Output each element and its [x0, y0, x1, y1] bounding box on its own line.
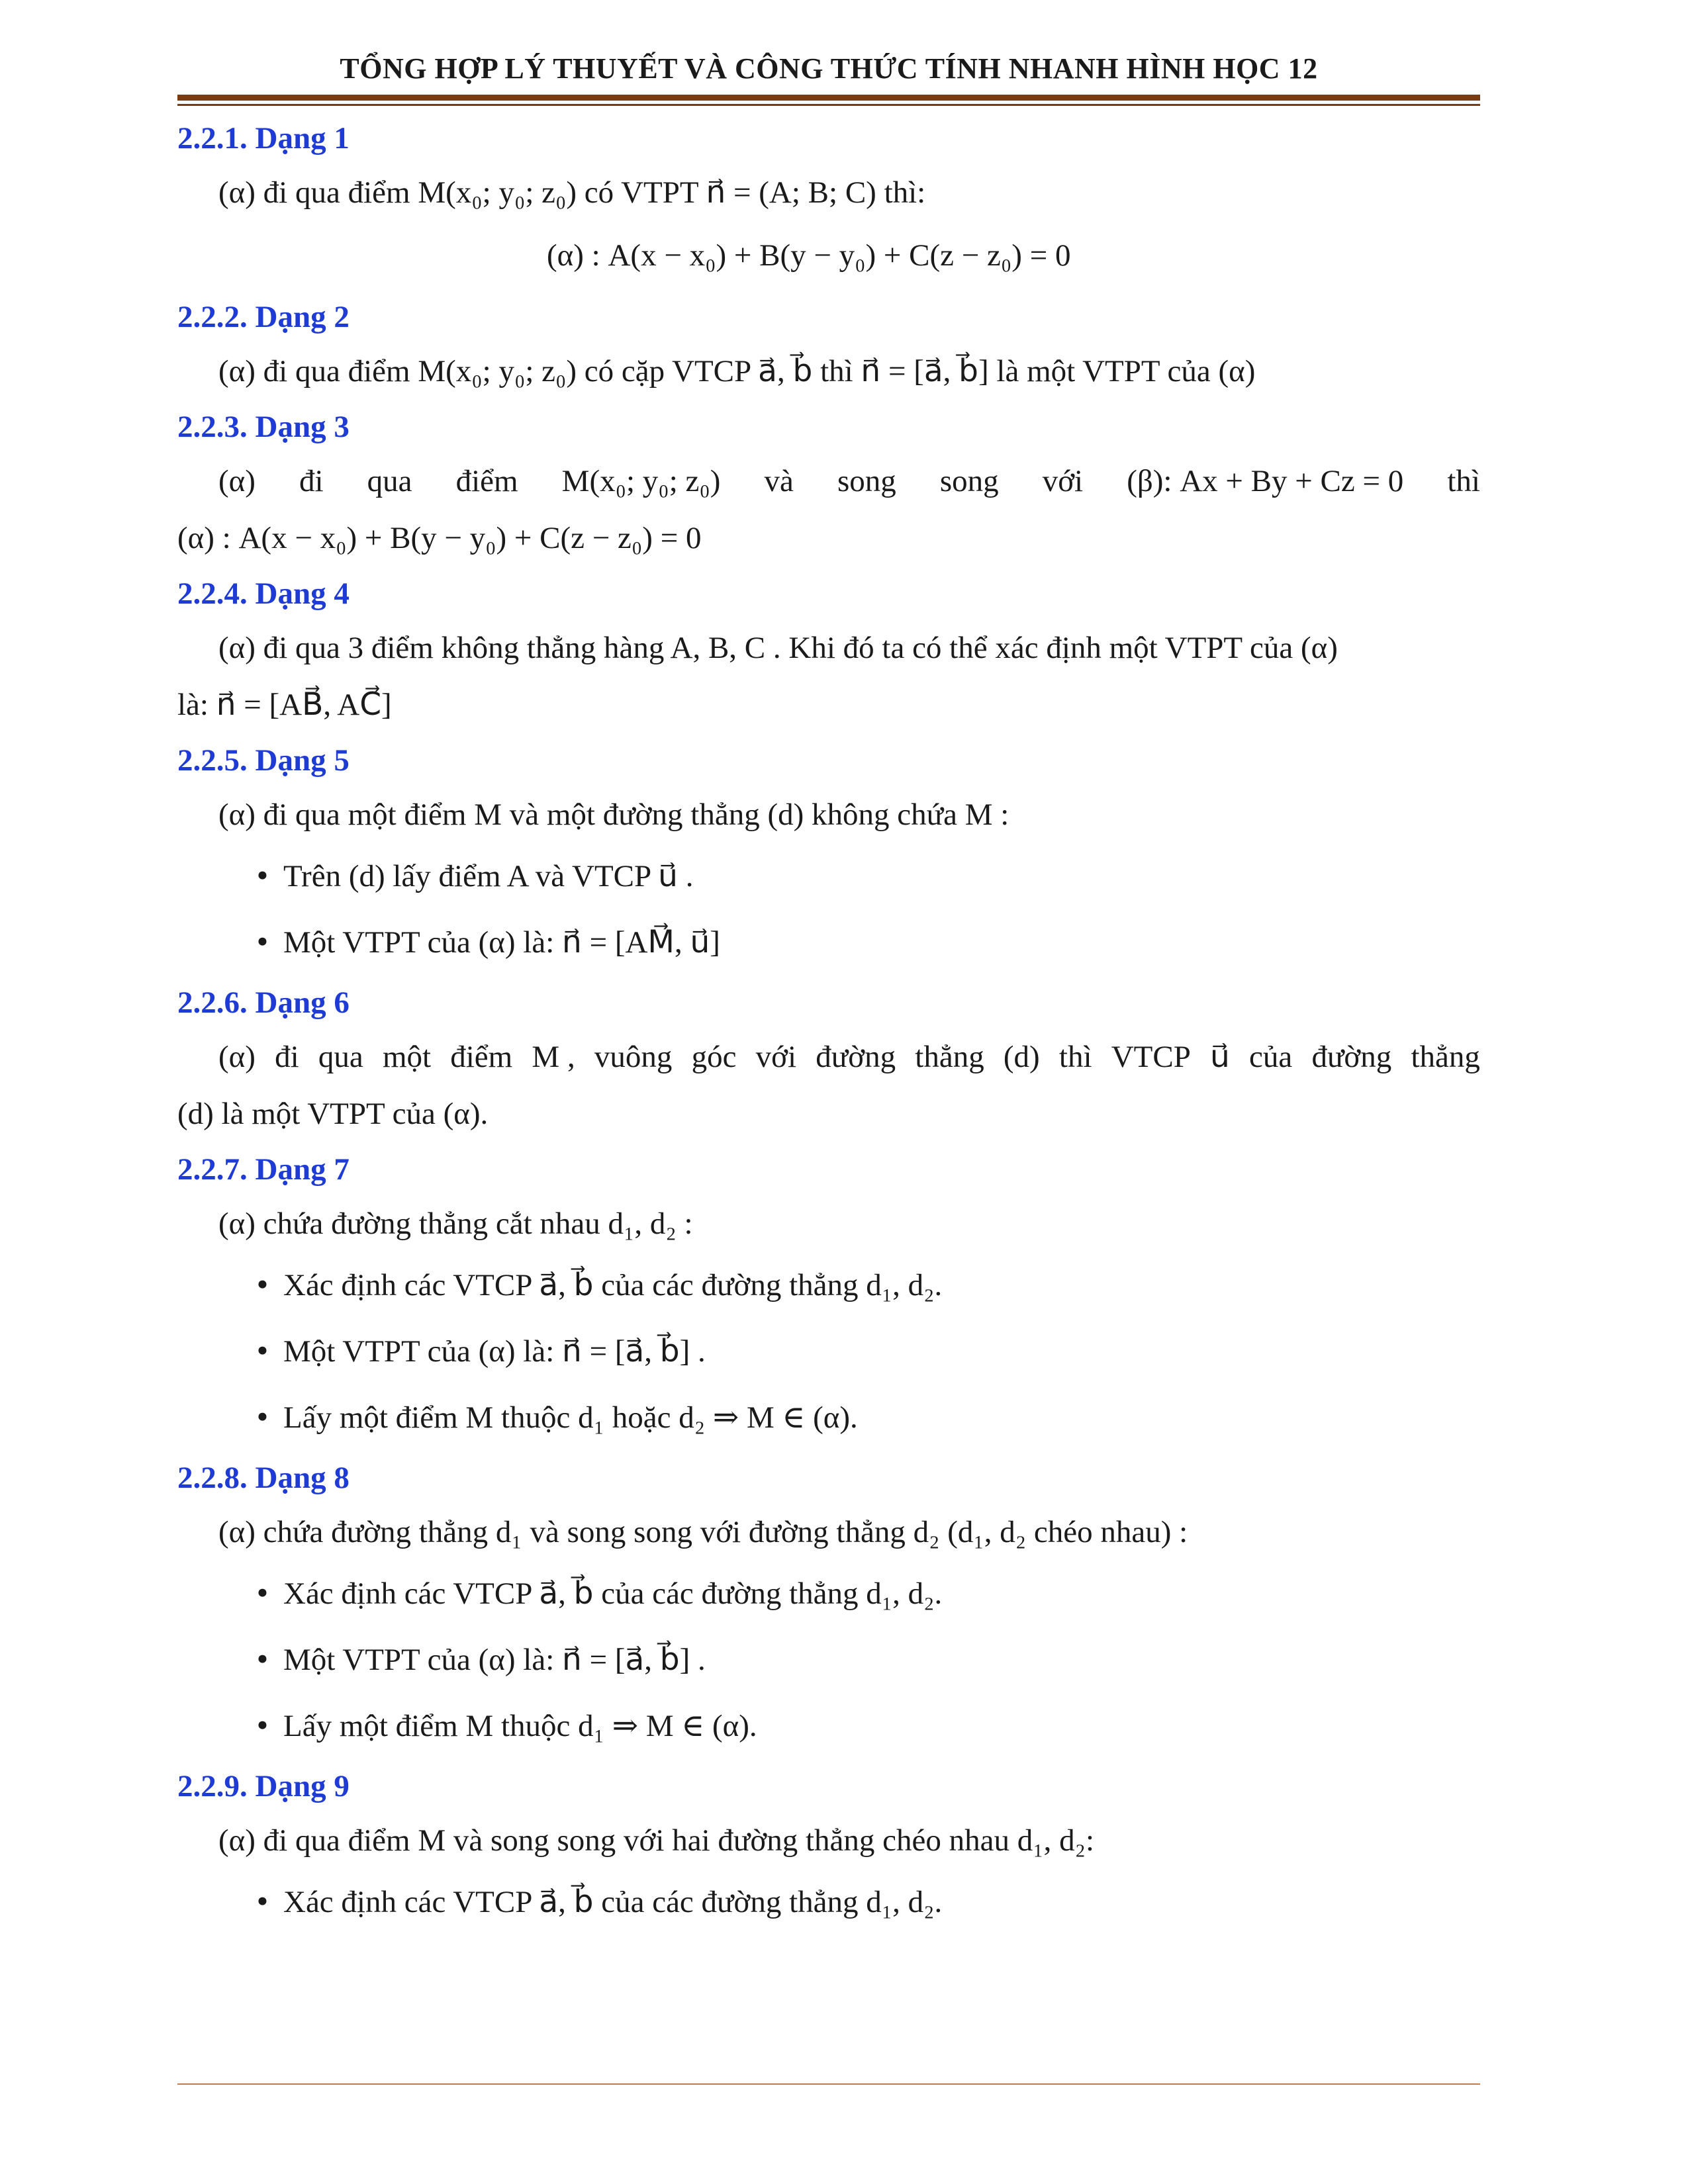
- footer-rule: [177, 2083, 1480, 2085]
- section-heading-5: 2.2.5. Dạng 5: [177, 743, 350, 778]
- word: điểm: [450, 1039, 513, 1074]
- word: và: [764, 463, 794, 498]
- word: (d): [1003, 1039, 1040, 1074]
- section-heading-4: 2.2.4. Dạng 4: [177, 576, 350, 611]
- bullet-item: [177, 1693, 1480, 1759]
- bullet-text: ● Một VTPT của (α) là: n⃗ = [a⃗, b⃗] .: [283, 1334, 706, 1369]
- word: qua: [367, 463, 412, 498]
- paragraph: (α) đi qua một điểm M và một đường thẳng (d) không chứa M :: [218, 797, 1009, 832]
- word: với: [1042, 463, 1084, 498]
- bullet-text: ● Xác định các VTCP a⃗, b⃗ của các đường thẳng d₁, d₂.: [283, 1576, 943, 1611]
- justified-paragraph: [177, 1028, 1480, 1085]
- section-heading-7: 2.2.7. Dạng 7: [177, 1152, 350, 1187]
- equation: (α) : A(x − x₀) + B(y − y₀) + C(z − z₀) = 0: [177, 520, 702, 555]
- word: vuông: [594, 1039, 673, 1074]
- word: của: [1249, 1039, 1293, 1074]
- section-heading-3: 2.2.3. Dạng 3: [177, 409, 350, 444]
- word: M(x₀; y₀; z₀): [561, 463, 721, 498]
- bullet-item: [177, 1318, 1480, 1385]
- word: VTCP: [1111, 1039, 1191, 1074]
- word: đi: [275, 1039, 299, 1074]
- bullet-item: [177, 843, 1480, 909]
- word: u⃗: [1210, 1039, 1230, 1074]
- justified-paragraph: [177, 453, 1480, 510]
- section-heading-1: 2.2.1. Dạng 1: [177, 120, 350, 156]
- bullet-item: [177, 1627, 1480, 1693]
- bullet-text: ● Một VTPT của (α) là: n⃗ = [a⃗, b⃗] .: [283, 1642, 706, 1677]
- bullet-text: ● Xác định các VTCP a⃗, b⃗ của các đường thẳng d₁, d₂.: [283, 1267, 943, 1302]
- document-body: [177, 111, 1480, 1935]
- bullet-text: ● Trên (d) lấy điểm A và VTCP u⃗ .: [283, 858, 694, 893]
- word: đường: [816, 1039, 896, 1074]
- bullet-item: [177, 1561, 1480, 1627]
- paragraph: (α) đi qua 3 điểm không thẳng hàng A, B, C . Khi đó ta có thể xác định một VTPT của (α): [218, 630, 1338, 665]
- bullet-item: [177, 1869, 1480, 1935]
- word: (β): Ax + By + Cz = 0: [1127, 463, 1404, 498]
- page-header-title: TỔNG HỢP LÝ THUYẾT VÀ CÔNG THỨC TÍNH NHANH HÌNH HỌC 12: [340, 52, 1318, 85]
- word: thì: [1058, 1039, 1092, 1074]
- bullet-text: ● Xác định các VTCP a⃗, b⃗ của các đường thẳng d₁, d₂.: [283, 1884, 943, 1919]
- word: điểm: [455, 463, 518, 498]
- bullet-text: ● Lấy một điểm M thuộc d₁ ⇒ M ∈ (α).: [283, 1708, 757, 1743]
- bullet-item: [177, 1252, 1480, 1318]
- word: song: [837, 463, 896, 498]
- section-heading-9: 2.2.9. Dạng 9: [177, 1768, 350, 1803]
- paragraph: là: n⃗ = [AB⃗, AC⃗]: [177, 687, 392, 722]
- paragraph: (α) chứa đường thẳng cắt nhau d₁, d₂ :: [218, 1206, 693, 1241]
- word: qua: [318, 1039, 363, 1074]
- word: thẳng: [915, 1039, 984, 1074]
- word: (α): [218, 1039, 256, 1074]
- section-heading-6: 2.2.6. Dạng 6: [177, 985, 350, 1020]
- paragraph: (d) là một VTPT của (α).: [177, 1096, 489, 1131]
- word: M ,: [532, 1039, 575, 1074]
- word: góc: [691, 1039, 737, 1074]
- word: thì: [1447, 463, 1480, 498]
- word: một: [382, 1039, 432, 1074]
- bullet-text: ● Một VTPT của (α) là: n⃗ = [AM⃗, u⃗]: [283, 925, 720, 960]
- header-rule-thick: [177, 95, 1480, 101]
- equation: (α) : A(x − x₀) + B(y − y₀) + C(z − z₀) = 0: [547, 238, 1071, 273]
- word: đi: [299, 463, 324, 498]
- paragraph: (α) đi qua điểm M và song song với hai đường thẳng chéo nhau d₁, d₂:: [218, 1823, 1095, 1858]
- paragraph: (α) đi qua điểm M(x₀; y₀; z₀) có cặp VTCP a⃗, b⃗ thì n⃗ = [a⃗, b⃗] là một VTPT của (α): [218, 353, 1256, 388]
- word: song: [939, 463, 999, 498]
- bullet-item: [177, 1385, 1480, 1451]
- word: với: [755, 1039, 797, 1074]
- paragraph: (α) đi qua điểm M(x₀; y₀; z₀) có VTPT n⃗ = (A; B; C) thì:: [218, 175, 926, 210]
- bullet-text: ● Lấy một điểm M thuộc d₁ hoặc d₂ ⇒ M ∈ (α).: [283, 1400, 858, 1435]
- word: (α): [218, 463, 256, 498]
- section-heading-2: 2.2.2. Dạng 2: [177, 299, 350, 334]
- word: thẳng: [1411, 1039, 1480, 1074]
- word: đường: [1311, 1039, 1392, 1074]
- header-rule-thin: [177, 104, 1480, 106]
- section-heading-8: 2.2.8. Dạng 8: [177, 1460, 350, 1495]
- bullet-item: [177, 909, 1480, 976]
- paragraph: (α) chứa đường thẳng d₁ và song song với đường thẳng d₂ (d₁, d₂ chéo nhau) :: [218, 1514, 1188, 1549]
